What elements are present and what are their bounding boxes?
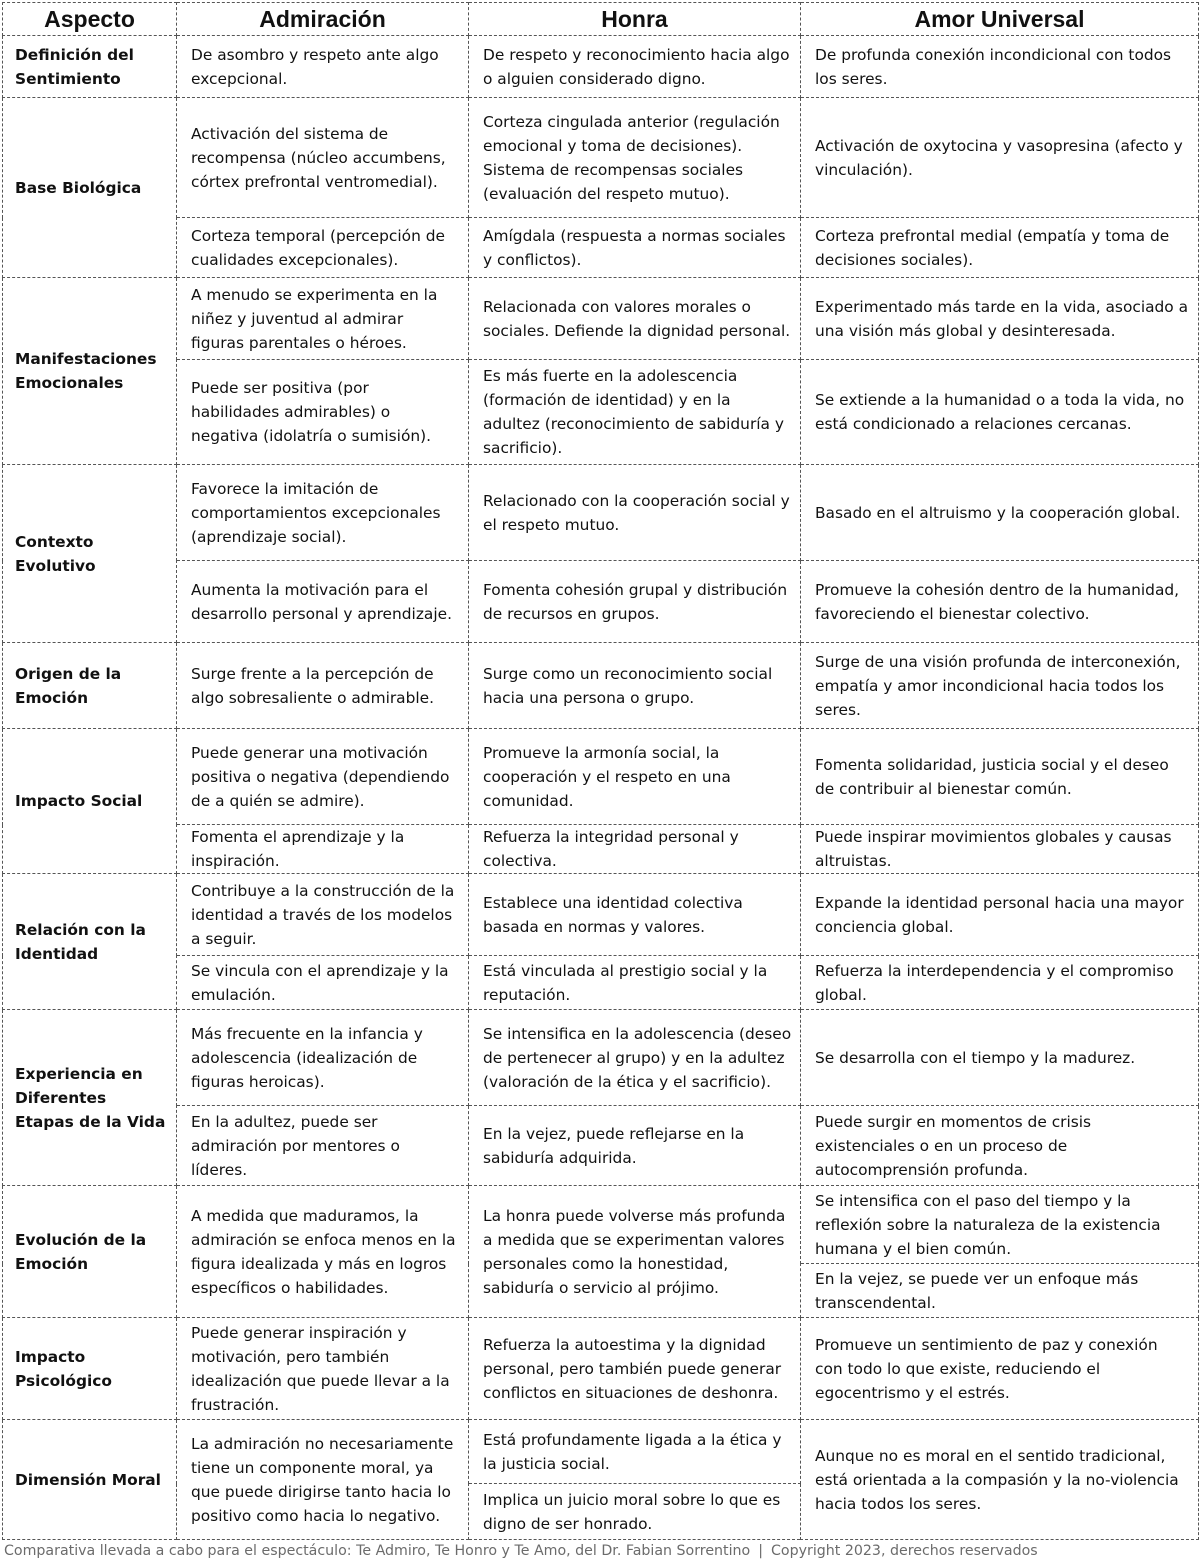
table-row (3, 874, 1199, 956)
table-cell: Basado en el altruismo y la cooperación global. (801, 465, 1199, 561)
table-row (3, 956, 1199, 1010)
table-cell: De profunda conexión incondicional con todos los seres. (801, 36, 1199, 98)
table-cell: La honra puede volverse más profunda a medida que se experimentan valores personales como la honestidad, sabiduría o servicio al prójimo. (469, 1186, 801, 1318)
table-cell: Corteza prefrontal medial (empatía y toma de decisiones sociales). (801, 218, 1199, 278)
table-cell: Se desarrolla con el tiempo y la madurez. (801, 1010, 1199, 1106)
table-cell: Establece una identidad colectiva basada en normas y valores. (469, 874, 801, 956)
aspect-label: Experiencia en Diferentes Etapas de la Vida (3, 1010, 177, 1186)
aspect-label: Definición del Sentimiento (3, 36, 177, 98)
table-cell: Surge como un reconocimiento social hacia una persona o grupo. (469, 643, 801, 729)
table-cell: En la vejez, se puede ver un enfoque más transcendental. (801, 1264, 1199, 1318)
aspect-label: Impacto Psicológico (3, 1318, 177, 1420)
table-cell: Se intensifica en la adolescencia (deseo de pertenecer al grupo) y en la adultez (valoración de la ética y el sacrificio). (469, 1010, 801, 1106)
table-cell: Relacionada con valores morales o sociales. Defiende la dignidad personal. (469, 278, 801, 360)
table-cell: Corteza temporal (percepción de cualidades excepcionales). (177, 218, 469, 278)
table-cell: Más frecuente en la infancia y adolescencia (idealización de figuras heroicas). (177, 1010, 469, 1106)
table-cell: Puede ser positiva (por habilidades admirables) o negativa (idolatría o sumisión). (177, 360, 469, 465)
table-row (3, 729, 1199, 825)
table-cell: Se intensifica con el paso del tiempo y la reflexión sobre la naturaleza de la existencia humana y el bien común. (801, 1186, 1199, 1264)
table-cell: De asombro y respeto ante algo excepcional. (177, 36, 469, 98)
table-row (3, 825, 1199, 874)
table-cell: Refuerza la interdependencia y el compromiso global. (801, 956, 1199, 1010)
table-cell: Relacionado con la cooperación social y el respeto mutuo. (469, 465, 801, 561)
aspect-label: Relación con la Identidad (3, 874, 177, 1010)
aspect-label: Dimensión Moral (3, 1420, 177, 1540)
aspect-label: Contexto Evolutivo (3, 465, 177, 643)
table-cell: Está vinculada al prestigio social y la reputación. (469, 956, 801, 1010)
table-cell: Es más fuerte en la adolescencia (formación de identidad) y en la adultez (reconocimiento de sabiduría y sacrificio). (469, 360, 801, 465)
table-cell: Se extiende a la humanidad o a toda la vida, no está condicionado a relaciones cercanas. (801, 360, 1199, 465)
aspect-label: Base Biológica (3, 98, 177, 278)
table-cell: Refuerza la autoestima y la dignidad personal, pero también puede generar conflictos en situaciones de deshonra. (469, 1318, 801, 1420)
table-cell: Favorece la imitación de comportamientos excepcionales (aprendizaje social). (177, 465, 469, 561)
table-cell: Amígdala (respuesta a normas sociales y conflictos). (469, 218, 801, 278)
table-cell: Implica un juicio moral sobre lo que es digno de ser honrado. (469, 1484, 801, 1540)
table-row (3, 278, 1199, 360)
table-cell: Expande la identidad personal hacia una mayor conciencia global. (801, 874, 1199, 956)
table-cell: Surge de una visión profunda de interconexión, empatía y amor incondicional hacia todos los seres. (801, 643, 1199, 729)
table-row (3, 98, 1199, 218)
table-cell: La admiración no necesariamente tiene un componente moral, ya que puede dirigirse tanto hacia lo positivo como hacia lo negativo. (177, 1420, 469, 1540)
table-row (3, 561, 1199, 643)
table-cell: Fomenta solidaridad, justicia social y el deseo de contribuir al bienestar común. (801, 729, 1199, 825)
table-cell: De respeto y reconocimiento hacia algo o alguien considerado digno. (469, 36, 801, 98)
table-cell: Puede inspirar movimientos globales y causas altruistas. (801, 825, 1199, 874)
table-cell: A medida que maduramos, la admiración se enfoca menos en la figura idealizada y más en logros específicos o habilidades. (177, 1186, 469, 1318)
table-cell: Activación del sistema de recompensa (núcleo accumbens, córtex prefrontal ventromedial). (177, 98, 469, 218)
table-cell: Refuerza la integridad personal y colectiva. (469, 825, 801, 874)
header-admiracion: Admiración (177, 3, 469, 36)
comparison-table (2, 2, 1199, 1540)
table-cell: Promueve la armonía social, la cooperación y el respeto en una comunidad. (469, 729, 801, 825)
table-row (3, 643, 1199, 729)
table-row (3, 1186, 1199, 1264)
table-cell: A menudo se experimenta en la niñez y juventud al admirar figuras parentales o héroes. (177, 278, 469, 360)
table-cell: Puede surgir en momentos de crisis existenciales o en un proceso de autocomprensión profunda. (801, 1106, 1199, 1186)
table-cell: Experimentado más tarde en la vida, asociado a una visión más global y desinteresada. (801, 278, 1199, 360)
footer-separator: | (758, 1543, 764, 1559)
table-cell: Está profundamente ligada a la ética y la justicia social. (469, 1420, 801, 1484)
header-aspecto: Aspecto (3, 3, 177, 36)
table-cell: Puede generar una motivación positiva o negativa (dependiendo de a quién se admire). (177, 729, 469, 825)
table-cell: Activación de oxytocina y vasopresina (afecto y vinculación). (801, 98, 1199, 218)
table-cell: Corteza cingulada anterior (regulación emocional y toma de decisiones). Sistema de recompensas sociales (evaluación del respeto mutuo). (469, 98, 801, 218)
table-cell: Promueve la cohesión dentro de la humanidad, favoreciendo el bienestar colectivo. (801, 561, 1199, 643)
table-cell: En la adultez, puede ser admiración por mentores o líderes. (177, 1106, 469, 1186)
header-amor-universal: Amor Universal (801, 3, 1199, 36)
table-cell: Aunque no es moral en el sentido tradicional, está orientada a la compasión y la no-violencia hacia todos los seres. (801, 1420, 1199, 1540)
aspect-label: Manifestaciones Emocionales (3, 278, 177, 465)
table-cell: Puede generar inspiración y motivación, pero también idealización que puede llevar a la frustración. (177, 1318, 469, 1420)
aspect-label: Evolución de la Emoción (3, 1186, 177, 1318)
table-row (3, 465, 1199, 561)
table-row (3, 218, 1199, 278)
table-cell: Fomenta el aprendizaje y la inspiración. (177, 825, 469, 874)
table-row (3, 1010, 1199, 1106)
header-row (3, 3, 1199, 36)
table-row (3, 1420, 1199, 1484)
table-row (3, 36, 1199, 98)
table-cell: En la vejez, puede reflejarse en la sabiduría adquirida. (469, 1106, 801, 1186)
footer-credit (4, 1540, 1196, 1562)
table-row (3, 360, 1199, 465)
table-cell: Promueve un sentimiento de paz y conexión con todo lo que existe, reduciendo el egocentrismo y el estrés. (801, 1318, 1199, 1420)
table-row (3, 1318, 1199, 1420)
table-cell: Contribuye a la construcción de la identidad a través de los modelos a seguir. (177, 874, 469, 956)
aspect-label: Origen de la Emoción (3, 643, 177, 729)
table-cell: Surge frente a la percepción de algo sobresaliente o admirable. (177, 643, 469, 729)
table-cell: Se vincula con el aprendizaje y la emulación. (177, 956, 469, 1010)
header-honra: Honra (469, 3, 801, 36)
table-cell: Fomenta cohesión grupal y distribución de recursos en grupos. (469, 561, 801, 643)
table-row (3, 1106, 1199, 1186)
aspect-label: Impacto Social (3, 729, 177, 874)
footer-text: Comparativa llevada a cabo para el espectáculo: Te Admiro, Te Honro y Te Amo, del Dr. Fabian Sorrentino (4, 1543, 751, 1559)
table-cell: Aumenta la motivación para el desarrollo personal y aprendizaje. (177, 561, 469, 643)
footer-copyright: Copyright 2023, derechos reservados (771, 1543, 1038, 1559)
